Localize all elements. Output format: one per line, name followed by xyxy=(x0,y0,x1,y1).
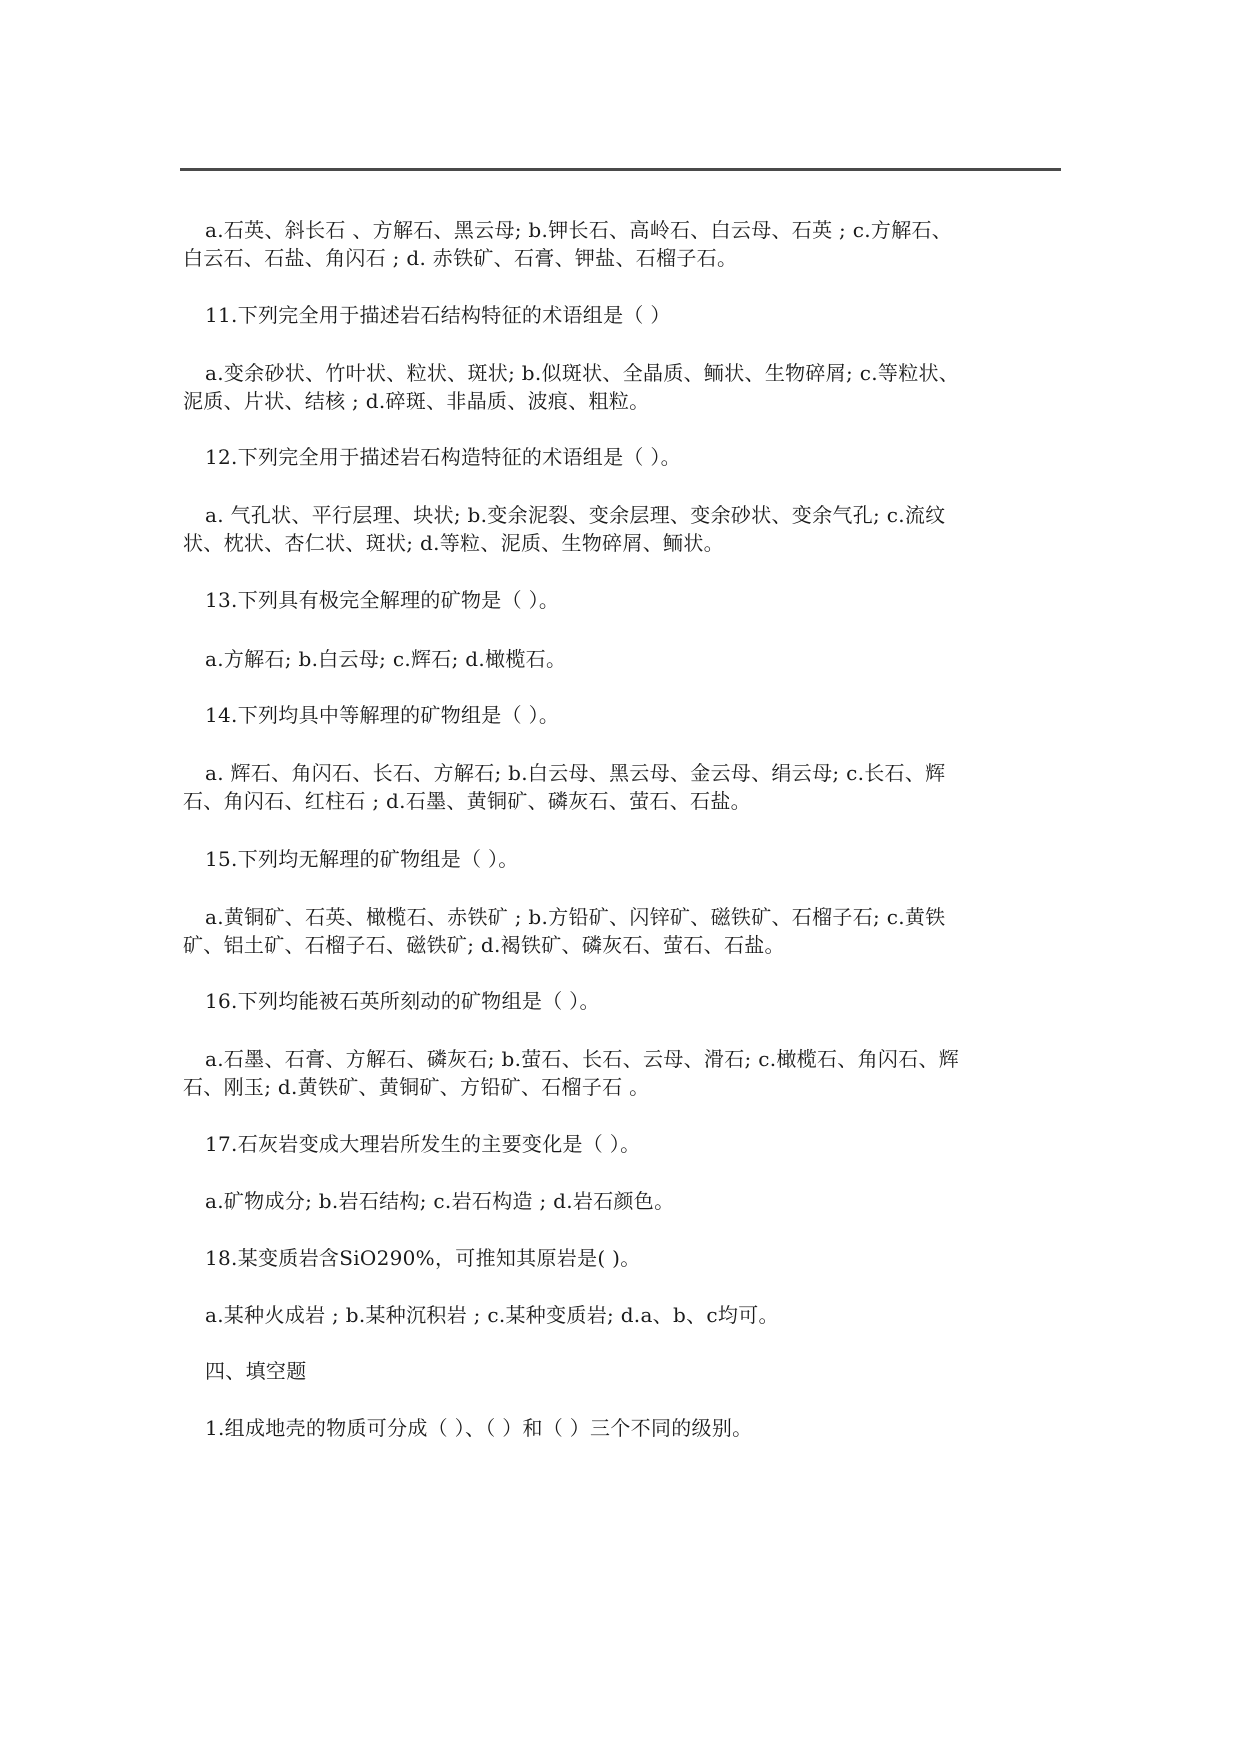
options-line: a. 辉石、角闪石、长石、方解石; b.白云母、黑云母、金云母、绢云母; c.长石、辉 xyxy=(205,761,946,785)
section-heading-fill-in: 四、填空题 xyxy=(205,1359,307,1383)
options-q16 xyxy=(183,1045,1063,1101)
options-line: a.变余砂状、竹叶状、粒状、斑状; b.似斑状、全晶质、鲕状、生物碎屑; c.等粒状、 xyxy=(205,361,960,385)
options-q14 xyxy=(183,759,1063,815)
question-11: 11.下列完全用于描述岩石结构特征的术语组是（ ） xyxy=(205,303,671,327)
options-line: a.石墨、石膏、方解石、磷灰石; b.萤石、长石、云母、滑石; c.橄榄石、角闪石、辉 xyxy=(205,1047,960,1071)
options-q11 xyxy=(183,359,1063,415)
question-13: 13.下列具有极完全解理的矿物是（ ）。 xyxy=(205,588,560,612)
options-q15 xyxy=(183,903,1063,959)
options-line: a. 气孔状、平行层理、块状; b.变余泥裂、变余层理、变余砂状、变余气孔; c.流纹 xyxy=(205,503,946,527)
options-q18: a.某种火成岩 ; b.某种沉积岩 ; c.某种变质岩; d.a、b、c均可。 xyxy=(205,1303,779,1327)
options-line: 石、刚玉; d.黄铁矿、黄铜矿、方铅矿、石榴子石 。 xyxy=(183,1075,650,1099)
question-fill-1: 1.组成地壳的物质可分成（ ）、（ ）和（ ）三个不同的级别。 xyxy=(205,1416,753,1440)
question-14: 14.下列均具中等解理的矿物组是（ ）。 xyxy=(205,703,560,727)
options-line: a.黄铜矿、石英、橄榄石、赤铁矿 ; b.方铅矿、闪锌矿、磁铁矿、石榴子石; c.黄铁 xyxy=(205,905,946,929)
question-12: 12.下列完全用于描述岩石构造特征的术语组是（ ）。 xyxy=(205,445,681,469)
question-15: 15.下列均无解理的矿物组是（ ）。 xyxy=(205,847,519,871)
options-line: 白云石、石盐、角闪石 ; d. 赤铁矿、石膏、钾盐、石榴子石。 xyxy=(183,246,738,270)
options-line: 矿、铝土矿、石榴子石、磁铁矿; d.褐铁矿、磷灰石、萤石、石盐。 xyxy=(183,933,785,957)
options-q17: a.矿物成分; b.岩石结构; c.岩石构造 ; d.岩石颜色。 xyxy=(205,1189,675,1213)
options-line: 状、枕状、杏仁状、斑状; d.等粒、泥质、生物碎屑、鲕状。 xyxy=(183,531,724,555)
question-18: 18.某变质岩含SiO290%，可推知其原岩是( )。 xyxy=(205,1246,641,1270)
header-rule xyxy=(180,168,1061,171)
options-q12 xyxy=(183,501,1063,557)
options-q13: a.方解石; b.白云母; c.辉石; d.橄榄石。 xyxy=(205,647,567,671)
question-17: 17.石灰岩变成大理岩所发生的主要变化是（ ）。 xyxy=(205,1132,641,1156)
question-16: 16.下列均能被石英所刻动的矿物组是（ ）。 xyxy=(205,989,600,1013)
options-line: 泥质、片状、结核 ; d.碎斑、非晶质、波痕、粗粒。 xyxy=(183,389,650,413)
options-line: a.石英、斜长石 、方解石、黑云母; b.钾长石、高岭石、白云母、石英 ; c.方解石、 xyxy=(205,218,953,242)
options-q10 xyxy=(183,216,1063,272)
options-line: 石、角闪石、红柱石 ; d.石墨、黄铜矿、磷灰石、萤石、石盐。 xyxy=(183,789,751,813)
